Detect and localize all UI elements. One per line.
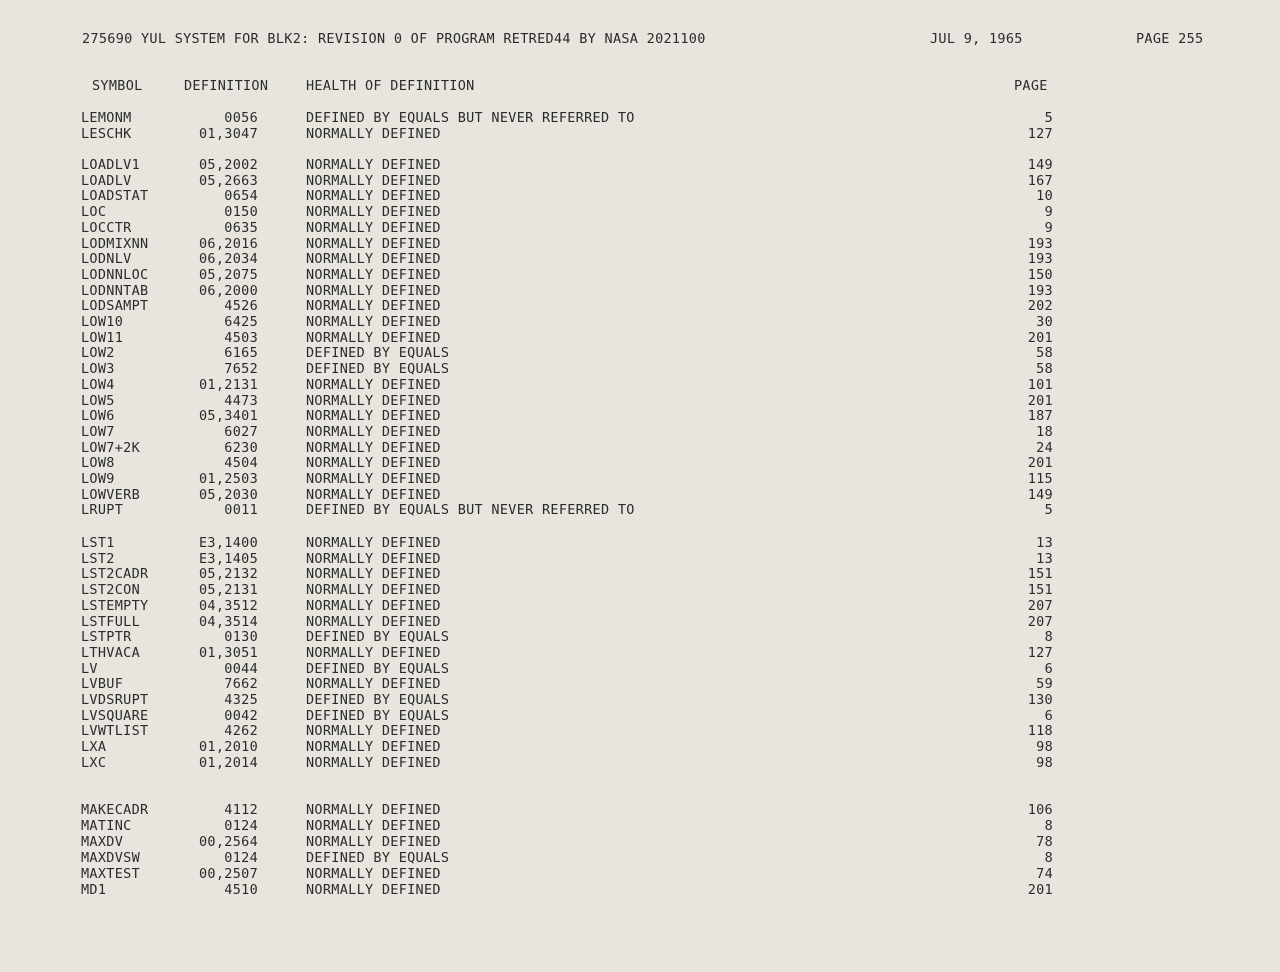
health-cell: NORMALLY DEFINED — [306, 676, 441, 693]
table-row — [0, 850, 1280, 866]
page-ref-cell: 10 — [1036, 188, 1053, 205]
definition-cell: 4503 — [224, 329, 258, 346]
health-cell: NORMALLY DEFINED — [306, 439, 441, 456]
definition-cell: 7652 — [224, 361, 258, 378]
health-cell: DEFINED BY EQUALS — [306, 361, 450, 378]
symbol-cell: MAXDV — [81, 833, 124, 850]
health-cell: NORMALLY DEFINED — [306, 739, 441, 756]
table-row — [0, 408, 1280, 424]
definition-cell: 0124 — [224, 817, 258, 834]
symbol-cell: LXA — [81, 739, 107, 756]
page-ref-cell: 151 — [1027, 582, 1053, 599]
health-cell: NORMALLY DEFINED — [306, 566, 441, 583]
definition-cell: 6027 — [224, 423, 258, 440]
definition-cell: 4112 — [224, 802, 258, 818]
symbol-cell: LST2CON — [81, 582, 140, 599]
health-cell: DEFINED BY EQUALS — [306, 345, 450, 362]
symbol-cell: MAXDVSW — [81, 849, 140, 866]
health-cell: NORMALLY DEFINED — [306, 204, 441, 221]
table-row — [0, 692, 1280, 708]
table-row — [0, 440, 1280, 456]
table-row — [0, 361, 1280, 377]
table-row — [0, 126, 1280, 142]
health-cell: DEFINED BY EQUALS BUT NEVER REFERRED TO — [306, 110, 635, 126]
definition-cell: 6425 — [224, 314, 258, 330]
table-row — [0, 882, 1280, 898]
definition-cell: 0130 — [224, 629, 258, 646]
definition-cell: 0011 — [224, 502, 258, 519]
health-cell: NORMALLY DEFINED — [306, 644, 441, 661]
symbol-cell: LTHVACA — [81, 644, 140, 661]
definition-cell: 4262 — [224, 723, 258, 740]
definition-cell: 06,2016 — [199, 235, 258, 252]
definition-cell: 04,3512 — [199, 597, 258, 614]
symbol-cell: LSTPTR — [81, 629, 132, 646]
page-ref-cell: 8 — [1044, 817, 1053, 834]
definition-cell: 4473 — [224, 392, 258, 409]
table-row — [0, 173, 1280, 189]
table-row — [0, 535, 1280, 551]
health-cell: NORMALLY DEFINED — [306, 817, 441, 834]
symbol-cell: LOADLV — [81, 172, 132, 189]
definition-cell: 01,2503 — [199, 471, 258, 487]
table-row — [0, 330, 1280, 346]
definition-cell: 05,2002 — [199, 157, 258, 173]
health-cell: NORMALLY DEFINED — [306, 157, 441, 173]
health-cell: NORMALLY DEFINED — [306, 408, 441, 425]
symbol-cell: LSTEMPTY — [81, 597, 149, 614]
table-row — [0, 251, 1280, 267]
column-header-page: PAGE — [1014, 78, 1048, 94]
column-header-definition: DEFINITION — [184, 78, 269, 94]
definition-cell: 7662 — [224, 676, 258, 693]
page-ref-cell: 115 — [1027, 471, 1053, 487]
table-row — [0, 708, 1280, 724]
definition-cell: 05,2030 — [199, 486, 258, 503]
health-cell: NORMALLY DEFINED — [306, 881, 441, 898]
page-ref-cell: 5 — [1044, 110, 1053, 126]
definition-cell: 0044 — [224, 660, 258, 677]
symbol-cell: LVBUF — [81, 676, 124, 693]
definition-cell: 6230 — [224, 439, 258, 456]
health-cell: NORMALLY DEFINED — [306, 597, 441, 614]
page-ref-cell: 202 — [1027, 298, 1053, 315]
page-ref-cell: 149 — [1027, 486, 1053, 503]
definition-cell: 4325 — [224, 692, 258, 708]
page-ref-cell: 6 — [1044, 707, 1053, 724]
page-ref-cell: 187 — [1027, 408, 1053, 425]
symbol-cell: LOW3 — [81, 361, 115, 378]
page-ref-cell: 106 — [1027, 802, 1053, 818]
definition-cell: 0042 — [224, 707, 258, 724]
health-cell: DEFINED BY EQUALS — [306, 660, 450, 677]
symbol-cell: LODNNLOC — [81, 266, 149, 283]
definition-cell: 05,3401 — [199, 408, 258, 425]
definition-cell: 0150 — [224, 204, 258, 221]
definition-cell: 0056 — [224, 110, 258, 126]
health-cell: DEFINED BY EQUALS — [306, 849, 450, 866]
definition-cell: 0124 — [224, 849, 258, 866]
symbol-cell: LSTFULL — [81, 613, 140, 630]
table-row — [0, 551, 1280, 567]
symbol-cell: MATINC — [81, 817, 132, 834]
health-cell: NORMALLY DEFINED — [306, 550, 441, 567]
definition-cell: 05,2663 — [199, 172, 258, 189]
symbol-cell: LST1 — [81, 535, 115, 551]
health-cell: DEFINED BY EQUALS — [306, 707, 450, 724]
table-row — [0, 204, 1280, 220]
definition-cell: 05,2132 — [199, 566, 258, 583]
page-ref-cell: 193 — [1027, 282, 1053, 299]
health-cell: DEFINED BY EQUALS — [306, 692, 450, 708]
health-cell: NORMALLY DEFINED — [306, 582, 441, 599]
health-cell: NORMALLY DEFINED — [306, 833, 441, 850]
page-ref-cell: 201 — [1027, 329, 1053, 346]
table-row — [0, 298, 1280, 314]
table-row — [0, 157, 1280, 173]
table-row — [0, 267, 1280, 283]
table-row — [0, 739, 1280, 755]
symbol-cell: LOWVERB — [81, 486, 140, 503]
symbol-cell: MAXTEST — [81, 865, 140, 882]
definition-cell: 04,3514 — [199, 613, 258, 630]
symbol-cell: LXC — [81, 754, 107, 771]
health-cell: NORMALLY DEFINED — [306, 219, 441, 236]
listing-date: JUL 9, 1965 — [930, 31, 1023, 47]
table-row — [0, 598, 1280, 614]
definition-cell: 05,2075 — [199, 266, 258, 283]
page-ref-cell: 167 — [1027, 172, 1053, 189]
definition-cell: 01,2014 — [199, 754, 258, 771]
definition-cell: E3,1400 — [199, 535, 258, 551]
column-header-health: HEALTH OF DEFINITION — [306, 78, 475, 94]
definition-cell: 4526 — [224, 298, 258, 315]
page-ref-cell: 127 — [1027, 644, 1053, 661]
table-row — [0, 866, 1280, 882]
health-cell: NORMALLY DEFINED — [306, 188, 441, 205]
table-row — [0, 502, 1280, 518]
symbol-cell: LEMONM — [81, 110, 132, 126]
health-cell: NORMALLY DEFINED — [306, 471, 441, 487]
page-ref-cell: 13 — [1036, 535, 1053, 551]
symbol-cell: LOW7 — [81, 423, 115, 440]
health-cell: NORMALLY DEFINED — [306, 314, 441, 330]
page-ref-cell: 58 — [1036, 361, 1053, 378]
table-row — [0, 614, 1280, 630]
definition-cell: 01,2131 — [199, 376, 258, 393]
health-cell: NORMALLY DEFINED — [306, 486, 441, 503]
table-row — [0, 377, 1280, 393]
symbol-cell: LOW9 — [81, 471, 115, 487]
symbol-cell: LOW10 — [81, 314, 124, 330]
definition-cell: 01,2010 — [199, 739, 258, 756]
table-row — [0, 566, 1280, 582]
page-number: PAGE 255 — [1136, 31, 1204, 47]
table-row — [0, 645, 1280, 661]
page-ref-cell: 30 — [1036, 314, 1053, 330]
definition-cell: 4510 — [224, 881, 258, 898]
symbol-cell: LVSQUARE — [81, 707, 149, 724]
definition-cell: 01,3047 — [199, 125, 258, 142]
symbol-cell: MD1 — [81, 881, 107, 898]
definition-cell: 4504 — [224, 455, 258, 472]
table-row — [0, 471, 1280, 487]
health-cell: NORMALLY DEFINED — [306, 282, 441, 299]
health-cell: NORMALLY DEFINED — [306, 235, 441, 252]
page-ref-cell: 130 — [1027, 692, 1053, 708]
health-cell: NORMALLY DEFINED — [306, 251, 441, 268]
page-ref-cell: 127 — [1027, 125, 1053, 142]
page-ref-cell: 59 — [1036, 676, 1053, 693]
page-ref-cell: 193 — [1027, 235, 1053, 252]
health-cell: NORMALLY DEFINED — [306, 125, 441, 142]
health-cell: NORMALLY DEFINED — [306, 865, 441, 882]
symbol-cell: LOC — [81, 204, 107, 221]
page-ref-cell: 6 — [1044, 660, 1053, 677]
table-row — [0, 424, 1280, 440]
health-cell: NORMALLY DEFINED — [306, 392, 441, 409]
page-title: 275690 YUL SYSTEM FOR BLK2: REVISION 0 OF PROGRAM RETRED44 BY NASA 2021100 — [82, 31, 706, 47]
health-cell: NORMALLY DEFINED — [306, 613, 441, 630]
definition-cell: 00,2564 — [199, 833, 258, 850]
symbol-cell: LODNLV — [81, 251, 132, 268]
symbol-cell: MAKECADR — [81, 802, 149, 818]
health-cell: NORMALLY DEFINED — [306, 172, 441, 189]
page-ref-cell: 207 — [1027, 597, 1053, 614]
table-row — [0, 110, 1280, 126]
page-ref-cell: 8 — [1044, 849, 1053, 866]
page-ref-cell: 18 — [1036, 423, 1053, 440]
page-ref-cell: 9 — [1044, 204, 1053, 221]
symbol-cell: LOW11 — [81, 329, 124, 346]
symbol-cell: LODMIXNN — [81, 235, 149, 252]
health-cell: NORMALLY DEFINED — [306, 802, 441, 818]
table-row — [0, 661, 1280, 677]
table-row — [0, 236, 1280, 252]
page-ref-cell: 74 — [1036, 865, 1053, 882]
health-cell: NORMALLY DEFINED — [306, 723, 441, 740]
page-ref-cell: 101 — [1027, 376, 1053, 393]
symbol-cell: LST2 — [81, 550, 115, 567]
page-ref-cell: 98 — [1036, 739, 1053, 756]
definition-cell: 05,2131 — [199, 582, 258, 599]
page-ref-cell: 149 — [1027, 157, 1053, 173]
symbol-cell: LOADSTAT — [81, 188, 149, 205]
symbol-cell: LOW8 — [81, 455, 115, 472]
table-row — [0, 582, 1280, 598]
symbol-cell: LESCHK — [81, 125, 132, 142]
page-ref-cell: 8 — [1044, 629, 1053, 646]
definition-cell: 0635 — [224, 219, 258, 236]
table-row — [0, 283, 1280, 299]
table-row — [0, 723, 1280, 739]
page-ref-cell: 24 — [1036, 439, 1053, 456]
symbol-cell: LST2CADR — [81, 566, 149, 583]
health-cell: NORMALLY DEFINED — [306, 423, 441, 440]
health-cell: NORMALLY DEFINED — [306, 535, 441, 551]
symbol-cell: LVDSRUPT — [81, 692, 149, 708]
table-row — [0, 220, 1280, 236]
symbol-cell: LODSAMPT — [81, 298, 149, 315]
page-ref-cell: 98 — [1036, 754, 1053, 771]
definition-cell: 01,3051 — [199, 644, 258, 661]
definition-cell: 00,2507 — [199, 865, 258, 882]
page-ref-cell: 118 — [1027, 723, 1053, 740]
page-ref-cell: 5 — [1044, 502, 1053, 519]
page-ref-cell: 13 — [1036, 550, 1053, 567]
page-ref-cell: 201 — [1027, 455, 1053, 472]
definition-cell: 0654 — [224, 188, 258, 205]
symbol-cell: LOCCTR — [81, 219, 132, 236]
page-ref-cell: 58 — [1036, 345, 1053, 362]
health-cell: NORMALLY DEFINED — [306, 376, 441, 393]
column-header-symbol: SYMBOL — [92, 78, 143, 94]
table-row — [0, 834, 1280, 850]
page-ref-cell: 150 — [1027, 266, 1053, 283]
table-row — [0, 676, 1280, 692]
health-cell: NORMALLY DEFINED — [306, 455, 441, 472]
symbol-cell: LOADLV1 — [81, 157, 140, 173]
table-row — [0, 818, 1280, 834]
symbol-cell: LOW2 — [81, 345, 115, 362]
symbol-cell: LOW7+2K — [81, 439, 140, 456]
table-row — [0, 755, 1280, 771]
health-cell: NORMALLY DEFINED — [306, 329, 441, 346]
health-cell: NORMALLY DEFINED — [306, 266, 441, 283]
symbol-cell: LOW6 — [81, 408, 115, 425]
table-row — [0, 314, 1280, 330]
page-ref-cell: 151 — [1027, 566, 1053, 583]
health-cell: DEFINED BY EQUALS — [306, 629, 450, 646]
definition-cell: 06,2034 — [199, 251, 258, 268]
symbol-cell: LRUPT — [81, 502, 124, 519]
page-ref-cell: 201 — [1027, 881, 1053, 898]
symbol-cell: LV — [81, 660, 98, 677]
page-ref-cell: 193 — [1027, 251, 1053, 268]
page-ref-cell: 9 — [1044, 219, 1053, 236]
symbol-cell: LVWTLIST — [81, 723, 149, 740]
page-ref-cell: 207 — [1027, 613, 1053, 630]
page-ref-cell: 78 — [1036, 833, 1053, 850]
table-row — [0, 455, 1280, 471]
definition-cell: 6165 — [224, 345, 258, 362]
table-row — [0, 345, 1280, 361]
table-row — [0, 487, 1280, 503]
health-cell: NORMALLY DEFINED — [306, 754, 441, 771]
symbol-cell: LOW4 — [81, 376, 115, 393]
symbol-cell: LODNNTAB — [81, 282, 149, 299]
symbol-cell: LOW5 — [81, 392, 115, 409]
health-cell: NORMALLY DEFINED — [306, 298, 441, 315]
definition-cell: E3,1405 — [199, 550, 258, 567]
health-cell: DEFINED BY EQUALS BUT NEVER REFERRED TO — [306, 502, 635, 519]
table-row — [0, 802, 1280, 818]
definition-cell: 06,2000 — [199, 282, 258, 299]
table-row — [0, 188, 1280, 204]
page-ref-cell: 201 — [1027, 392, 1053, 409]
table-row — [0, 629, 1280, 645]
table-row — [0, 393, 1280, 409]
